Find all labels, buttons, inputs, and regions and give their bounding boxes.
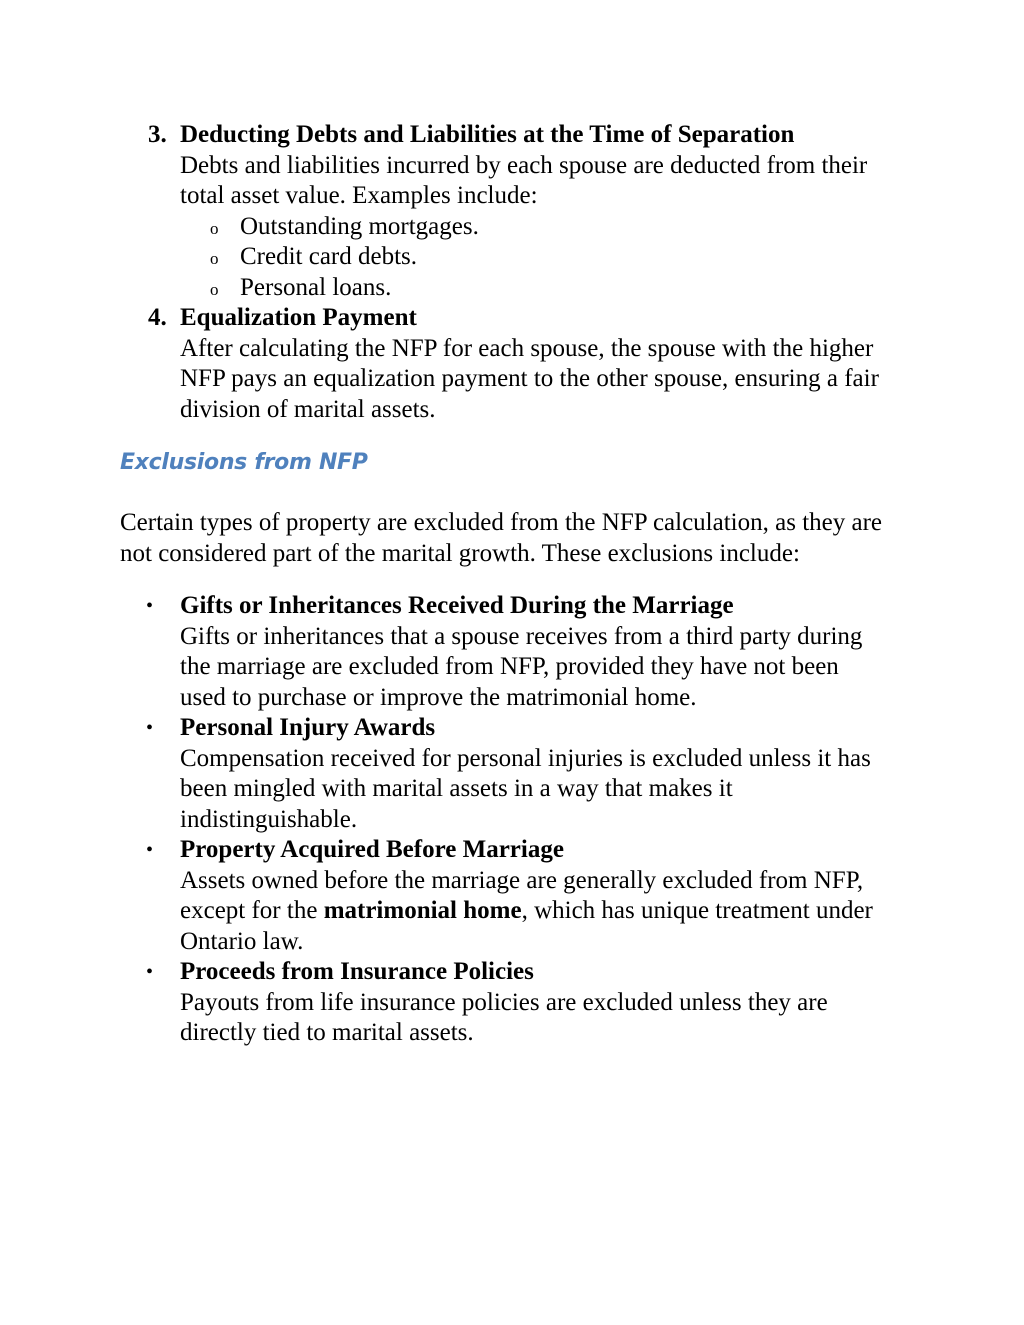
exclusion-text-part: , which has unique treatment under Ontario law. — [180, 897, 873, 955]
exclusions-list — [0, 591, 1024, 1049]
sub-list-item — [180, 242, 880, 273]
bullet-icon: • — [146, 839, 154, 861]
exclusion-item-insurance — [0, 957, 880, 1049]
exclusion-text — [180, 866, 880, 958]
circle-bullet-icon: o — [210, 249, 219, 268]
exclusion-text-part: Assets owned before the marriage are generally excluded from NFP, except for the — [180, 866, 864, 924]
sub-list-item-text: Personal loans. — [240, 273, 392, 301]
exclusion-title: Personal Injury Awards — [180, 714, 436, 741]
exclusion-text-emphasis: matrimonial home — [323, 897, 522, 924]
sub-list-item — [180, 212, 880, 243]
exclusion-title: Proceeds from Insurance Policies — [180, 958, 534, 985]
sub-list-item-text: Outstanding mortgages. — [240, 212, 479, 240]
sub-list-item — [180, 273, 880, 304]
exclusion-text: Payouts from life insurance policies are excluded unless they are directly tied to marital assets. — [180, 988, 828, 1046]
sub-list-item-text: Credit card debts. — [240, 243, 418, 270]
exclusion-item-property-before-marriage — [0, 835, 880, 957]
circle-bullet-icon: o — [210, 279, 219, 299]
exclusion-text: Gifts or inheritances that a spouse receives from a third party during the marriage are excluded from NFP, provided they have not been used to purchase or improve the matrimonial home. — [180, 622, 863, 711]
exclusion-title: Gifts or Inheritances Received During the Marriage — [180, 592, 734, 619]
intro-paragraph: Certain types of property are excluded from the NFP calculation, as they are not considered part of the marital growth. These exclusions include: — [120, 509, 882, 567]
circle-bullet-icon: o — [210, 218, 219, 238]
list-item-title: Deducting Debts and Liabilities at the Time of Separation — [180, 121, 795, 148]
exclusion-title: Property Acquired Before Marriage — [180, 836, 564, 863]
bullet-icon: • — [146, 961, 154, 983]
bullet-icon: • — [146, 717, 154, 739]
list-item-deducting-debts — [0, 120, 880, 303]
list-item-title: Equalization Payment — [180, 304, 417, 331]
list-item-text: After calculating the NFP for each spouse, the spouse with the higher NFP pays an equalization payment to the other spouse, ensuring a fair division of marital assets. — [180, 334, 879, 423]
list-number: 4. — [148, 304, 167, 331]
section-heading: Exclusions from NFP — [120, 450, 368, 475]
list-item-text: Debts and liabilities incurred by each spouse are deducted from their total asset value. Examples include: — [180, 151, 868, 209]
list-number: 3. — [148, 121, 167, 148]
exclusion-item-gifts — [0, 591, 880, 713]
list-item-equalization-payment — [0, 303, 880, 425]
bullet-icon: • — [146, 595, 154, 617]
exclusion-item-personal-injury — [0, 713, 880, 835]
numbered-list — [0, 120, 1024, 425]
exclusion-text: Compensation received for personal injuries is excluded unless it has been mingled with marital assets in a way that makes it indistinguishable. — [180, 744, 871, 833]
sub-list — [180, 212, 880, 304]
